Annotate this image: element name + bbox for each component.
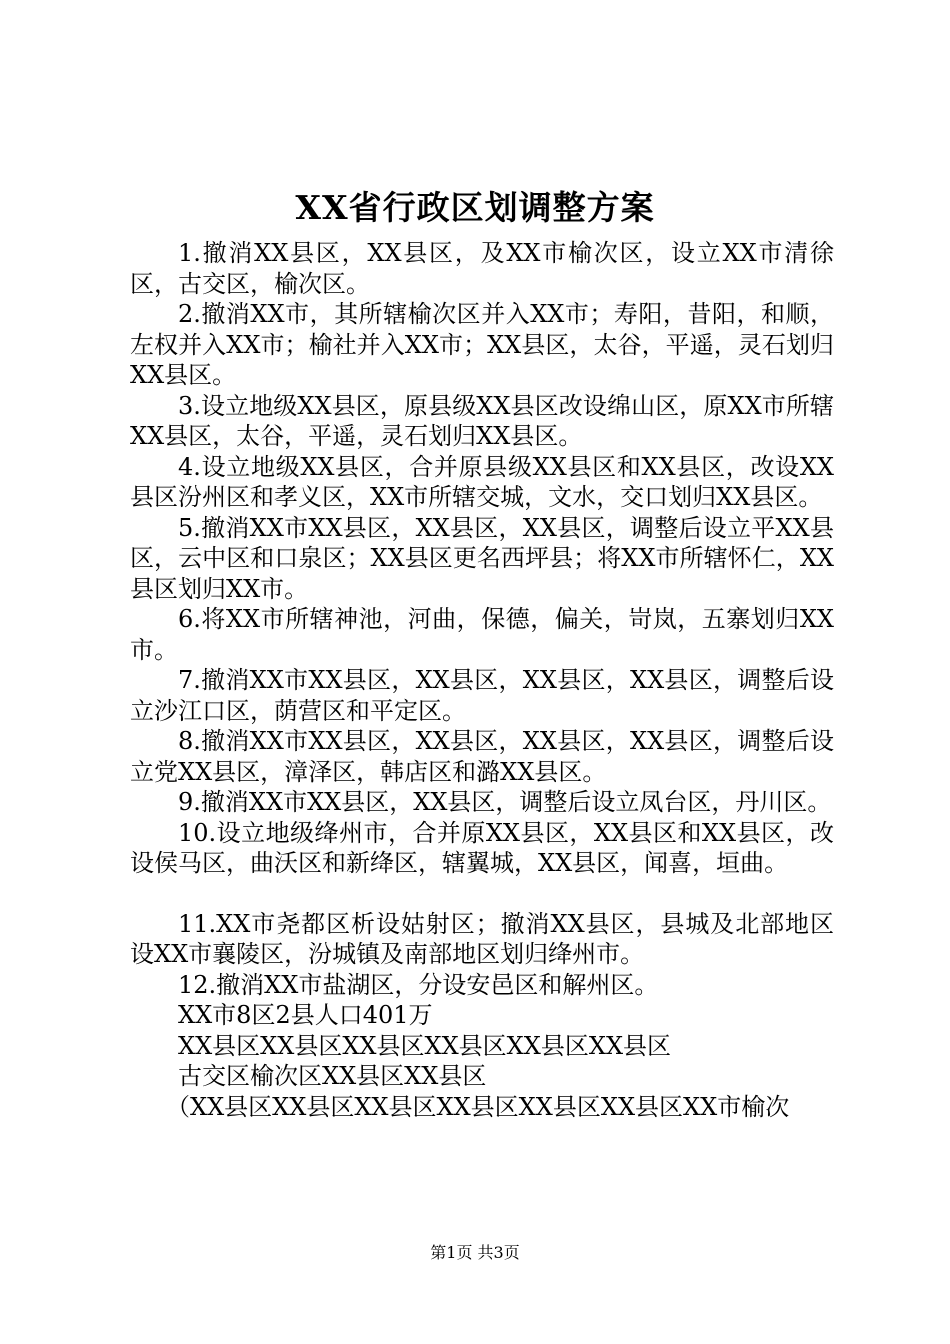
paragraph-5: 5.撤消XX市XX县区，XX县区，XX县区，调整后设立平XX县区，云中区和口泉区；XX县区更名西坪县；将XX市所辖怀仁，XX县区划归XX市。 [130,513,834,603]
paragraph-6: 6.将XX市所辖神池，河曲，保德，偏关，岢岚，五寨划归XX市。 [130,605,834,664]
district-list-line-2: 古交区榆次区XX县区XX县区 [178,1062,487,1090]
population-line: XX市8区2县人口401万 [178,1001,433,1029]
paragraph-7: 7.撤消XX市XX县区，XX县区，XX县区，XX县区，调整后设立沙江口区，荫营区和平定区。 [130,666,834,725]
district-list-line-3: （XX县区XX县区XX县区XX县区XX县区XX县区XX市榆次 [166,1092,790,1121]
paragraph-11: 11.XX市尧都区析设姑射区；撤消XX县区，县城及北部地区设XX市襄陵区，汾城镇及南部地区划归绛州市。 [130,909,834,968]
document-body [130,238,834,1122]
paragraph-12: 12.撤消XX市盐湖区，分设安邑区和解州区。 [178,970,659,999]
district-list-line-1: XX县区XX县区XX县区XX县区XX县区XX县区 [178,1031,672,1060]
paragraph-1: 1.撤消XX县区，XX县区，及XX市榆次区，设立XX市清徐区，古交区，榆次区。 [130,239,834,298]
paragraph-8: 8.撤消XX市XX县区，XX县区，XX县区，XX县区，调整后设立党XX县区，漳泽区，韩店区和潞XX县区。 [130,727,834,786]
paragraph-9: 9.撤消XX市XX县区，XX县区，调整后设立凤台区，丹川区。 [178,788,832,816]
paragraph-3: 3.设立地级XX县区，原县级XX县区改设绵山区，原XX市所辖XX县区，太谷，平遥，灵石划归XX县区。 [130,391,834,450]
document-title: XX省行政区划调整方案 [295,188,655,227]
paragraph-2: 2.撤消XX市，其所辖榆次区并入XX市；寿阳，昔阳，和顺，左权并入XX市；榆社并入XX市；XX县区，太谷，平遥，灵石划归XX县区。 [130,300,834,389]
page-number: 第1页 共3页 [430,1243,520,1262]
paragraph-10: 10.设立地级绛州市，合并原XX县区，XX县区和XX县区，改设侯马区，曲沃区和新绛区，辖翼城，XX县区，闻喜，垣曲。 [130,818,834,877]
paragraph-4: 4.设立地级XX县区，合并原县级XX县区和XX县区，改设XX县区汾州区和孝义区，XX市所辖交城，文水，交口划归XX县区。 [130,452,834,511]
